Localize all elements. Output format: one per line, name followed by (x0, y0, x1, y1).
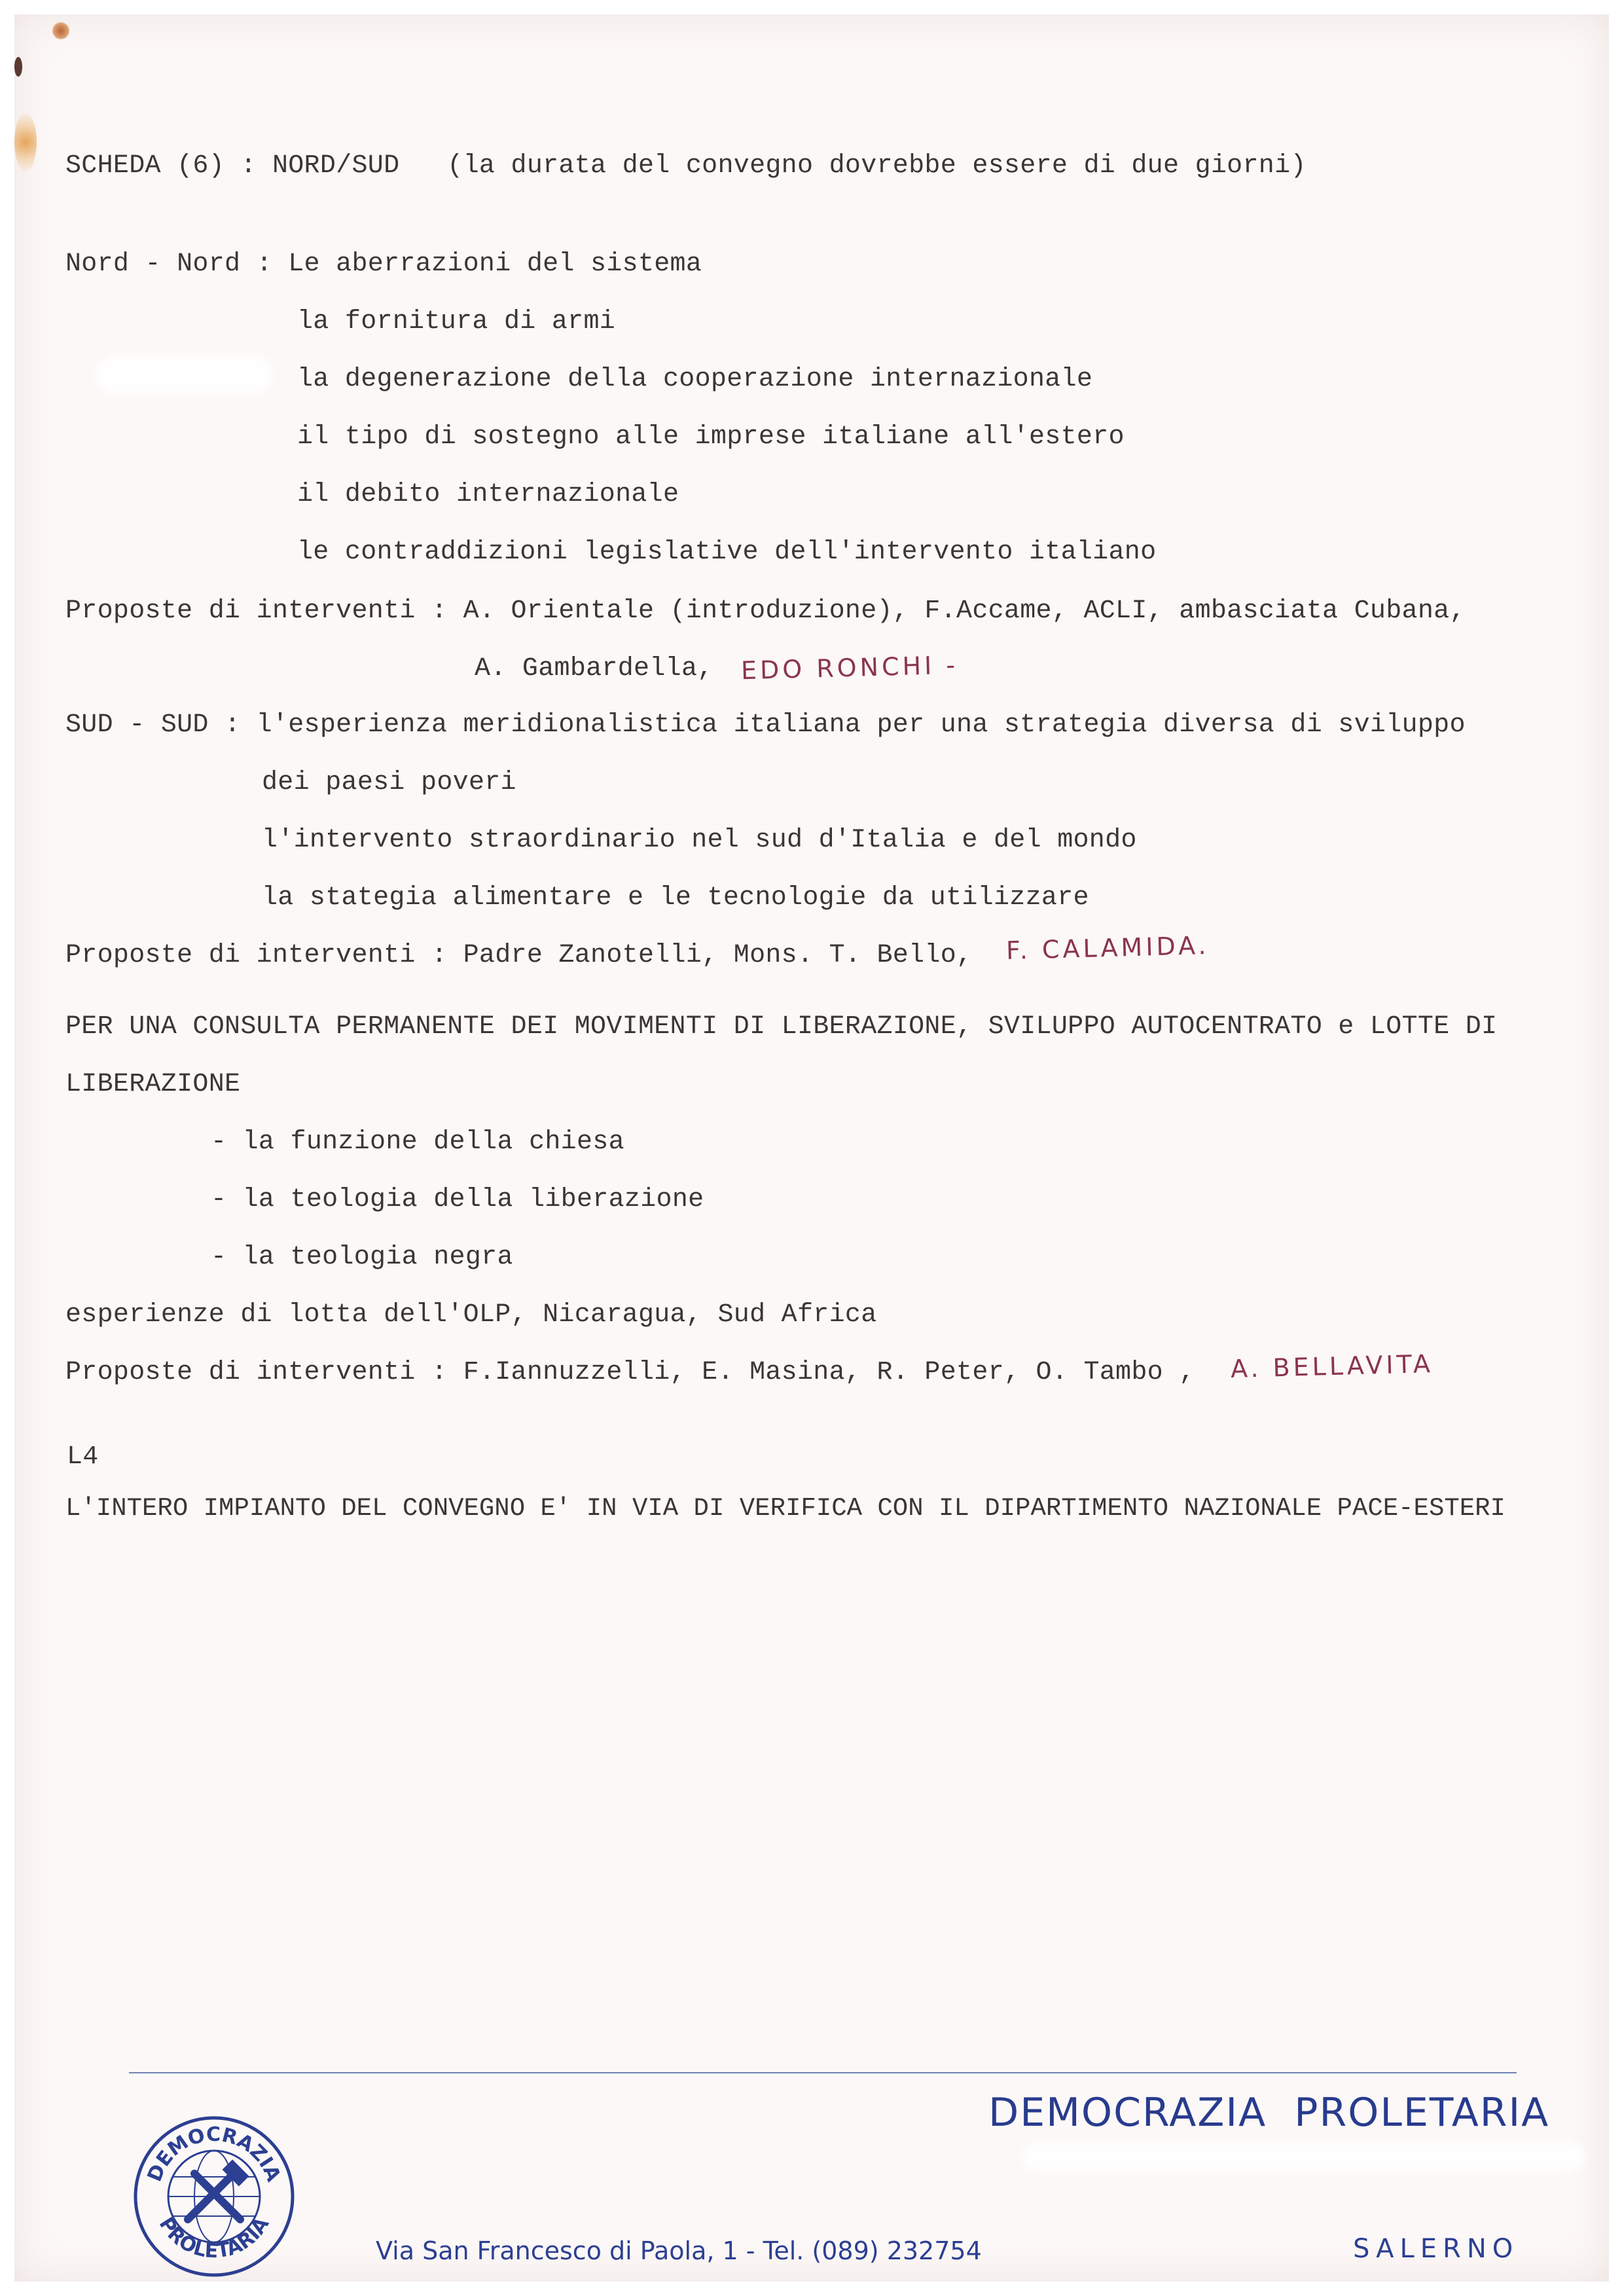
sud-heading: SUD - SUD : l'esperienza meridionalistica italiana per una strategia diversa di sviluppo (65, 710, 1466, 740)
stain-mark (14, 57, 22, 77)
stain-mark (14, 113, 37, 172)
consulta-item: - la teologia negra (211, 1243, 513, 1272)
handwritten-name: EDO RONCHI - (740, 650, 959, 685)
nord-item: la fornitura di armi (297, 307, 616, 337)
sud-item: la stategia alimentare e le tecnologie da utilizzare (262, 883, 1089, 913)
letterhead-address: Via San Francesco di Paola, 1 - Tel. (089) 232754 (376, 2236, 982, 2265)
svg-text:DEMOCRAZIA (143, 2123, 285, 2185)
stain-mark (52, 22, 69, 39)
esperienze-proposals: Proposte di interventi : F.Iannuzzelli, E. Masina, R. Peter, O. Tambo , (65, 1358, 1195, 1387)
correction-fluid (1022, 2142, 1585, 2172)
consulta-item: - la teologia della liberazione (211, 1185, 704, 1214)
handwritten-name: F. CALAMIDA. (1005, 930, 1210, 966)
letterhead-city: SALERNO (1353, 2234, 1519, 2264)
logo-top-text: DEMOCRAZIA (143, 2123, 285, 2185)
document-page (14, 14, 1609, 2282)
sud-item: dei paesi poveri (262, 768, 516, 797)
handwritten-name: A. BELLAVITA (1230, 1349, 1434, 1384)
reference-code: L4 (67, 1442, 99, 1472)
nord-item: la degenerazione della cooperazione internazionale (297, 365, 1093, 394)
logo-bottom-text: PROLETARIA (154, 2213, 274, 2263)
svg-text:PROLETARIA (154, 2213, 274, 2263)
nord-heading: Nord - Nord : Le aberrazioni del sistema (65, 249, 702, 279)
nord-proposals: Proposte di interventi : A. Orientale (introduzione), F.Accame, ACLI, ambasciata Cubana, (65, 596, 1466, 626)
correction-fluid (96, 355, 273, 394)
nord-item: le contraddizioni legislative dell'intervento italiano (297, 538, 1157, 567)
hammer-globe-logo-icon (132, 2115, 296, 2278)
consulta-heading-continued: LIBERAZIONE (65, 1070, 241, 1099)
document-header: SCHEDA (6) : NORD/SUD (la durata del convegno dovrebbe essere di due giorni) (65, 151, 1307, 181)
esperienze-line: esperienze di lotta dell'OLP, Nicaragua, Sud Africa (65, 1300, 877, 1330)
sud-item: l'intervento straordinario nel sud d'Italia e del mondo (262, 826, 1137, 855)
letterhead-brand: DEMOCRAZIA PROLETARIA (988, 2090, 1550, 2136)
sud-proposals: Proposte di interventi : Padre Zanotelli, Mons. T. Bello, (65, 941, 973, 970)
nord-item: il debito internazionale (297, 480, 679, 509)
nord-item: il tipo di sostegno alle imprese italiane all'estero (297, 422, 1125, 452)
nord-proposals-continued: A. Gambardella, (475, 654, 713, 683)
closing-statement: L'INTERO IMPIANTO DEL CONVEGNO E' IN VIA DI VERIFICA CON IL DIPARTIMENTO NAZIONALE PACE-ESTERI (65, 1494, 1506, 1523)
consulta-heading: PER UNA CONSULTA PERMANENTE DEI MOVIMENTI DI LIBERAZIONE, SVILUPPO AUTOCENTRATO e LOTTE DI (65, 1012, 1498, 1042)
letterhead-rule (129, 2072, 1517, 2073)
consulta-item: - la funzione della chiesa (211, 1127, 624, 1157)
